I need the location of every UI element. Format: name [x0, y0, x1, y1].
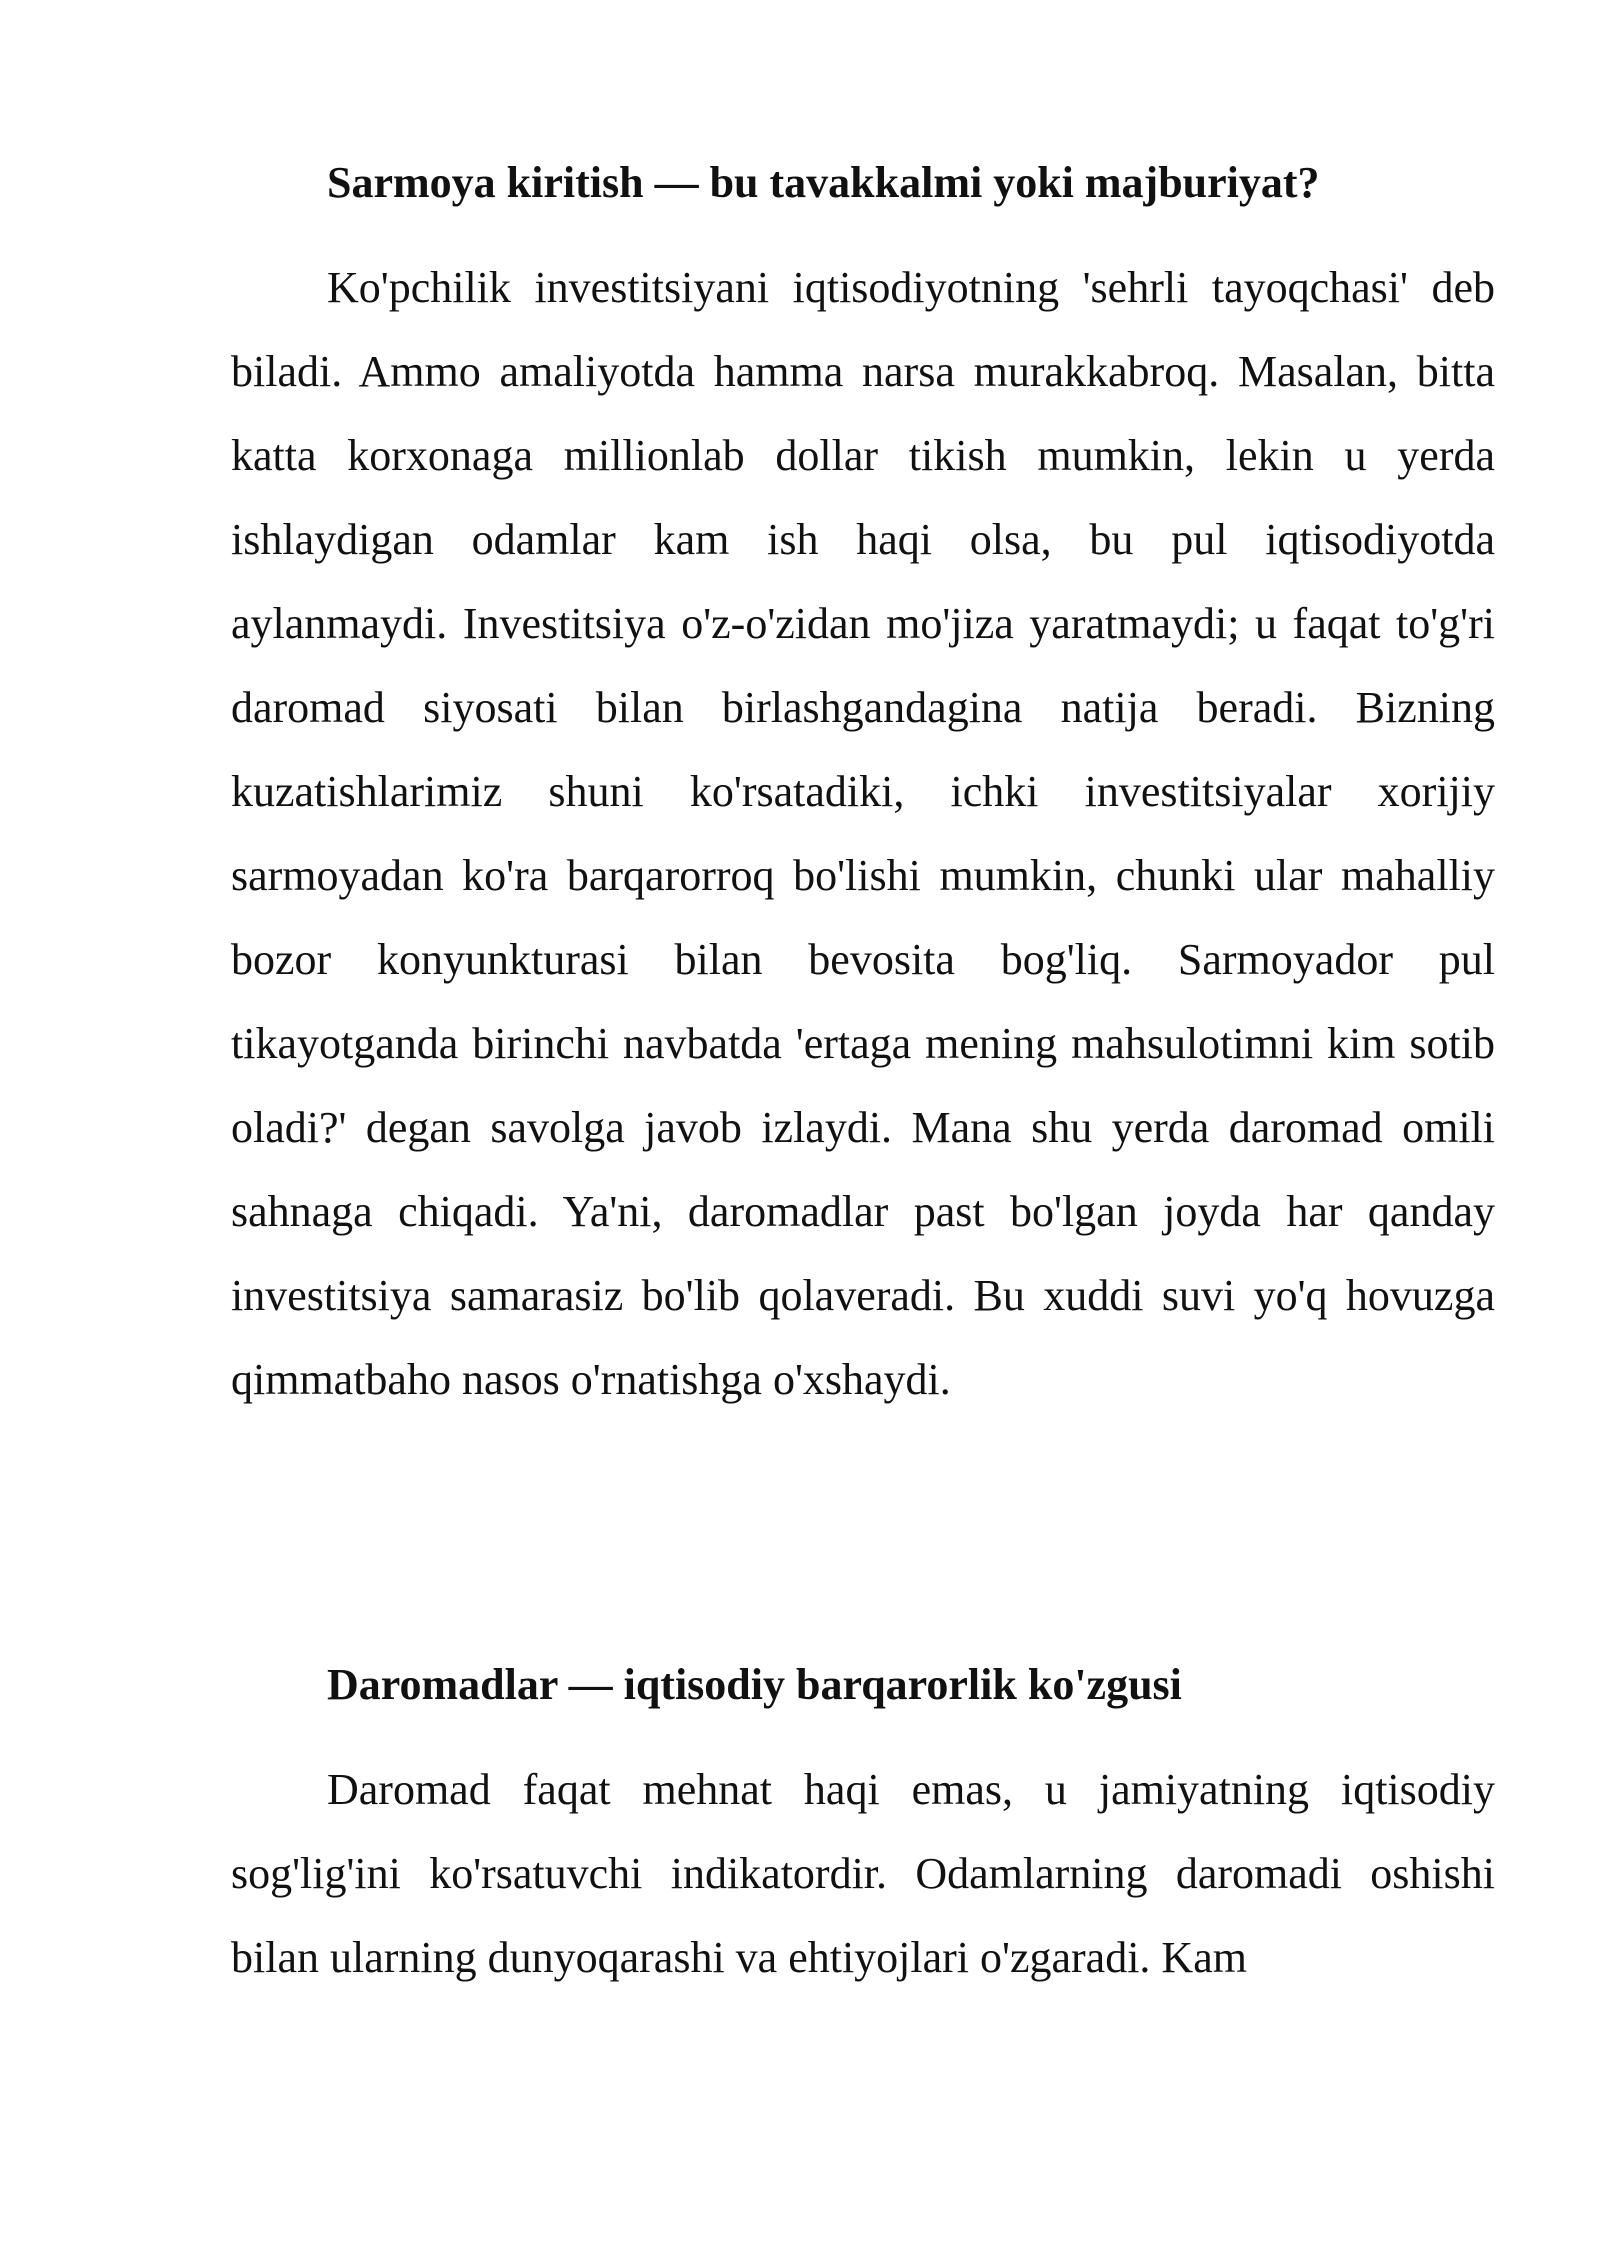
section-investment	[231, 148, 1495, 1422]
section-paragraph: Daromad faqat mehnat haqi emas, u jamiyatning iqtisodiy sog'lig'ini ko'rsatuvchi indikatordir. Odamlarning daromadi oshishi bilan ularning dunyoqarashi va ehtiyojlari o'zgaradi. Kam	[231, 1765, 1495, 1982]
section-heading: Daromadlar — iqtisodiy barqarorlik ko'zgusi	[327, 1660, 1182, 1709]
section-income	[231, 1650, 1495, 2000]
section-paragraph: Ko'pchilik investitsiyani iqtisodiyotning 'sehrli tayoqchasi' deb biladi. Ammo amaliyotda hamma narsa murakkabroq. Masalan, bitta katta korxonaga millionlab dollar tikish mumkin, lekin u yerda ishlaydigan odamlar kam ish haqi olsa, bu pul iqtisodiyotda aylanmaydi. Investitsiya o'z-o'zidan mo'jiza yaratmaydi; u faqat to'g'ri daromad siyosati bilan birlashgandagina natija beradi. Bizning kuzatishlarimiz shuni ko'rsatadiki, ichki investitsiyalar xorijiy sarmoyadan ko'ra barqarorroq bo'lishi mumkin, chunki ular mahalliy bozor konyunkturasi bilan bevosita bog'liq. Sarmoyador pul tikayotganda birinchi navbatda 'ertaga mening mahsulotimni kim sotib oladi?' degan savolga javob izlaydi. Mana shu yerda daromad omili sahnaga chiqadi. Ya'ni, daromadlar past bo'lgan joyda har qanday investitsiya samarasiz bo'lib qolaveradi. Bu xuddi suvi yo'q hovuzga qimmatbaho nasos o'rnatishga o'xshaydi.	[231, 263, 1495, 1404]
document-content	[231, 148, 1495, 2000]
section-heading: Sarmoya kiritish — bu tavakkalmi yoki majburiyat?	[327, 158, 1320, 207]
